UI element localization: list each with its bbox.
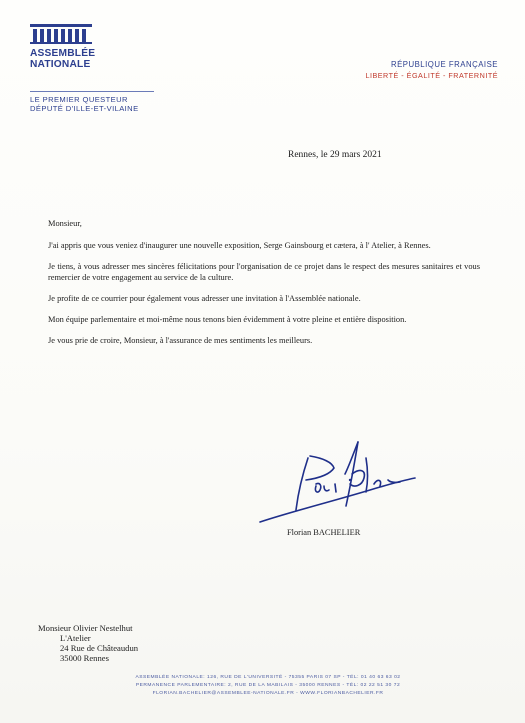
header-divider bbox=[30, 91, 154, 92]
recipient-line-1: Monsieur Olivier Nestelhut bbox=[38, 623, 133, 633]
assemblee-nationale-logo bbox=[30, 24, 122, 70]
sender-title-line-1: LE PREMIER QUESTEUR bbox=[30, 95, 128, 104]
paragraph-5: Je vous prie de croire, Monsieur, à l'assurance de mes sentiments les meilleurs. bbox=[48, 336, 313, 345]
recipient-line-3: 24 Rue de Châteaudun bbox=[60, 643, 139, 653]
recipient-line-2: L'Atelier bbox=[60, 633, 91, 643]
logo-text-line-2: NATIONALE bbox=[30, 59, 91, 70]
sender-title-line-2: DÉPUTÉ D'ILLE-ET-VILAINE bbox=[30, 104, 139, 113]
republic-label: RÉPUBLIQUE FRANÇAISE bbox=[390, 60, 498, 69]
footer-line-1: ASSEMBLÉE NATIONALE: 126, RUE DE L'UNIVERSITÉ - 75355 PARIS 07 SP - TÉL: 01 40 63 63 02 bbox=[135, 675, 401, 680]
recipient-address bbox=[38, 623, 138, 663]
letter-body bbox=[48, 218, 480, 356]
logo-text-line-1: ASSEMBLÉE bbox=[30, 48, 96, 59]
republic-motto: LIBERTÉ - ÉGALITÉ - FRATERNITÉ bbox=[365, 71, 498, 80]
footer-line-2: PERMANENCE PARLEMENTAIRE: 2, RUE DE LA MABILAIS - 35000 RENNES - TÉL: 02 22 51 30 72 bbox=[135, 683, 401, 688]
paragraph-3: Je profite de ce courrier pour également vous adresser une invitation à l'Assemblée nationale. bbox=[48, 294, 361, 303]
hemicycle-icon bbox=[30, 24, 92, 44]
footer-line-3: FLORIAN.BACHELIER@ASSEMBLEE-NATIONALE.FR - WWW.FLORIANBACHELIER.FR bbox=[152, 691, 384, 696]
handwritten-signature bbox=[250, 428, 420, 533]
paragraph-1: J'ai appris que vous veniez d'inaugurer une nouvelle exposition, Serge Gainsbourg et cætera, à l' Atelier, à Rennes. bbox=[48, 241, 431, 250]
recipient-line-4: 35000 Rennes bbox=[60, 653, 109, 663]
sender-title bbox=[30, 95, 139, 113]
paragraph-2: Je tiens, à vous adresser mes sincères félicitations pour l'organisation de ce projet dans le respect des mesures sanitaires et vous remercier de votre engagement au service de la culture. bbox=[48, 262, 480, 282]
paragraph-4: Mon équipe parlementaire et moi-même nous tenons bien évidemment à votre pleine et entière disposition. bbox=[48, 315, 407, 324]
salutation: Monsieur, bbox=[48, 219, 82, 228]
signer-name: Florian BACHELIER bbox=[287, 528, 361, 537]
letter-date: Rennes, le 29 mars 2021 bbox=[288, 150, 382, 160]
footer-contacts bbox=[108, 674, 428, 698]
republic-block bbox=[365, 59, 498, 81]
